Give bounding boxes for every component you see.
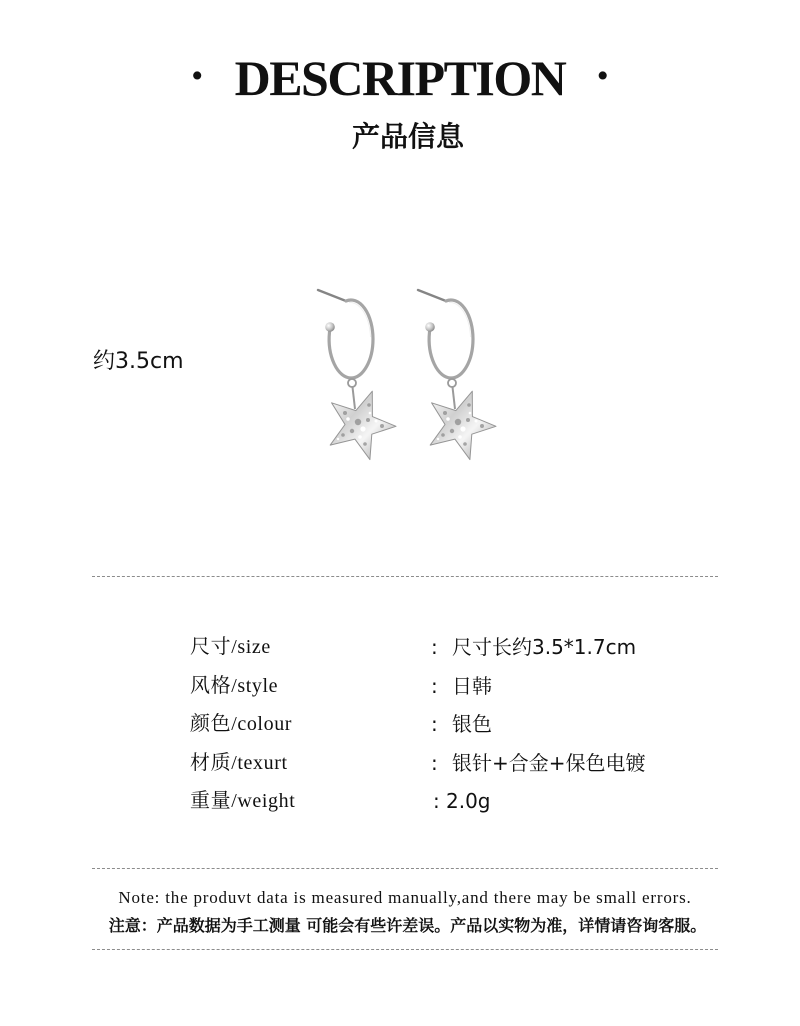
earring-ball [325,322,335,332]
spec-label: 颜色/colour [190,713,293,735]
note-english: Note: the produvt data is measured manually,and there may be small errors. [118,888,692,907]
spec-value: 银色 [452,712,492,736]
spec-value: 尺寸长约3.5*1.7cm [452,635,637,659]
hoop-highlight [349,302,371,337]
spec-row-material [0,744,800,783]
size-note: 约3.5cm [93,349,184,374]
spec-row-weight [0,782,800,821]
spec-separator: : [433,789,440,813]
spec-separator: : [431,750,438,775]
title-bullet-right: · [594,47,612,103]
spec-table [0,628,800,821]
spec-label: 材质/texurt [190,751,288,774]
page-title: DESCRIPTION [234,50,566,106]
earring-hoop [329,300,373,378]
star-pendant [330,391,396,459]
spec-label: 风格/style [190,674,279,697]
note-chinese: 注意：产品数据为手工测量 可能会有些许差误。产品以实物为准，详情请咨询客服。 [108,916,707,935]
earring-right [418,290,496,460]
divider-middle [92,868,718,869]
jump-ring [348,379,356,387]
spec-separator: : [431,712,438,736]
spec-row-colour [0,705,800,744]
page-subtitle: 产品信息 [351,120,464,153]
spec-row-style [0,667,800,706]
description-header [0,47,800,106]
title-bullet-left: · [188,47,206,103]
spec-label: 重量/weight [190,790,296,812]
spec-separator: : [431,673,438,698]
divider-top [92,576,718,577]
spec-value: 日韩 [452,673,492,698]
earring-left [318,290,396,460]
star-shape [330,391,396,459]
spec-value: 银针+合金+保色电镀 [452,750,646,775]
product-photo [300,280,510,480]
spec-label: 尺寸/size [190,636,271,658]
pendant-link [353,387,356,409]
spec-row-size [0,628,800,667]
divider-bottom [92,949,718,950]
earring-post [318,290,346,301]
spec-separator: : [431,635,438,659]
spec-value: 2.0g [446,789,491,813]
